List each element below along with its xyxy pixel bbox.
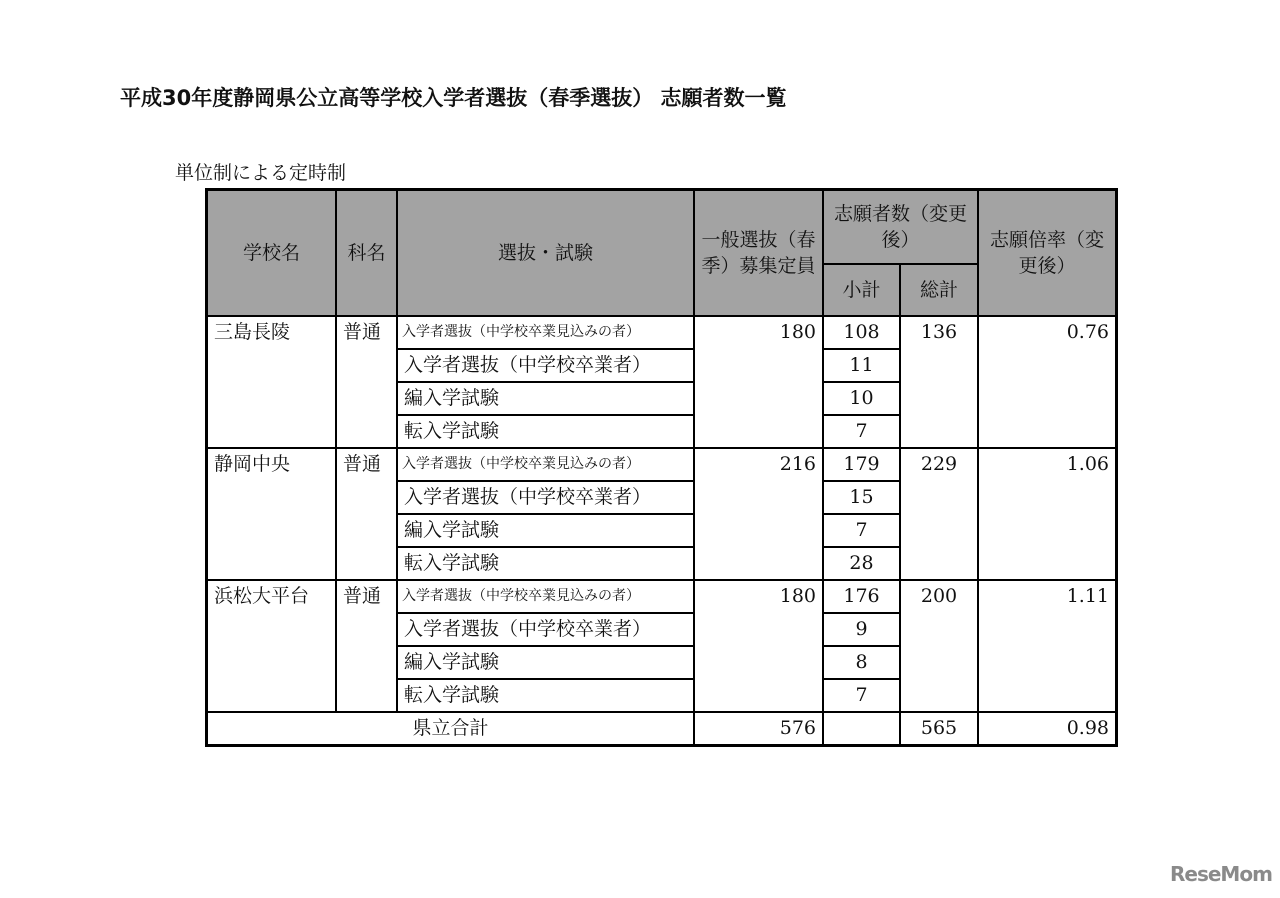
header-capacity: 一般選抜（春季）募集定員 bbox=[694, 190, 823, 317]
header-applicants: 志願者数（変更後） bbox=[823, 190, 978, 265]
exam-type: 転入学試験 bbox=[397, 415, 694, 448]
exam-type: 入学者選抜（中学校卒業者） bbox=[397, 481, 694, 514]
subtotal: 28 bbox=[823, 547, 900, 580]
exam-type: 入学者選抜（中学校卒業者） bbox=[397, 349, 694, 382]
subtotal: 7 bbox=[823, 514, 900, 547]
applicants-total: 136 bbox=[900, 316, 978, 448]
header-school: 学校名 bbox=[207, 190, 337, 317]
exam-type: 編入学試験 bbox=[397, 382, 694, 415]
school-name: 浜松大平台 bbox=[207, 580, 337, 712]
header-subtotal: 小計 bbox=[823, 264, 900, 316]
applicants-total: 229 bbox=[900, 448, 978, 580]
header-total: 総計 bbox=[900, 264, 978, 316]
subtotal: 8 bbox=[823, 646, 900, 679]
table-row bbox=[207, 448, 1117, 481]
course-name: 普通 bbox=[336, 448, 397, 580]
subtotal: 11 bbox=[823, 349, 900, 382]
section-subtitle: 単位制による定時制 bbox=[175, 162, 347, 184]
application-ratio: 1.11 bbox=[978, 580, 1117, 712]
exam-type: 転入学試験 bbox=[397, 679, 694, 712]
resemom-logo: ReseMom bbox=[1170, 862, 1272, 886]
subtotal: 7 bbox=[823, 679, 900, 712]
applicants-total: 200 bbox=[900, 580, 978, 712]
capacity: 180 bbox=[694, 580, 823, 712]
total-label: 県立合計 bbox=[207, 712, 695, 746]
subtotal: 9 bbox=[823, 613, 900, 646]
application-ratio: 0.76 bbox=[978, 316, 1117, 448]
total-capacity: 576 bbox=[694, 712, 823, 746]
exam-type: 入学者選抜（中学校卒業見込みの者） bbox=[397, 316, 694, 349]
subtotal: 108 bbox=[823, 316, 900, 349]
school-name: 三島長陵 bbox=[207, 316, 337, 448]
total-row bbox=[207, 712, 1117, 746]
exam-type: 入学者選抜（中学校卒業見込みの者） bbox=[397, 448, 694, 481]
total-applicants: 565 bbox=[900, 712, 978, 746]
exam-type: 転入学試験 bbox=[397, 547, 694, 580]
course-name: 普通 bbox=[336, 580, 397, 712]
subtotal: 7 bbox=[823, 415, 900, 448]
exam-type: 編入学試験 bbox=[397, 514, 694, 547]
header-ratio: 志願倍率（変更後） bbox=[978, 190, 1117, 317]
course-name: 普通 bbox=[336, 316, 397, 448]
application-ratio: 1.06 bbox=[978, 448, 1117, 580]
subtotal: 176 bbox=[823, 580, 900, 613]
exam-type: 編入学試験 bbox=[397, 646, 694, 679]
subtotal: 15 bbox=[823, 481, 900, 514]
applicants-table bbox=[205, 188, 1118, 747]
school-name: 静岡中央 bbox=[207, 448, 337, 580]
page-title: 平成30年度静岡県公立高等学校入学者選抜（春季選抜） 志願者数一覧 bbox=[120, 86, 787, 110]
table-row bbox=[207, 580, 1117, 613]
subtotal: 10 bbox=[823, 382, 900, 415]
total-ratio: 0.98 bbox=[978, 712, 1117, 746]
capacity: 216 bbox=[694, 448, 823, 580]
subtotal: 179 bbox=[823, 448, 900, 481]
total-subtotal bbox=[823, 712, 900, 746]
table-row bbox=[207, 316, 1117, 349]
header-exam: 選抜・試験 bbox=[397, 190, 694, 317]
header-course: 科名 bbox=[336, 190, 397, 317]
exam-type: 入学者選抜（中学校卒業者） bbox=[397, 613, 694, 646]
exam-type: 入学者選抜（中学校卒業見込みの者） bbox=[397, 580, 694, 613]
capacity: 180 bbox=[694, 316, 823, 448]
